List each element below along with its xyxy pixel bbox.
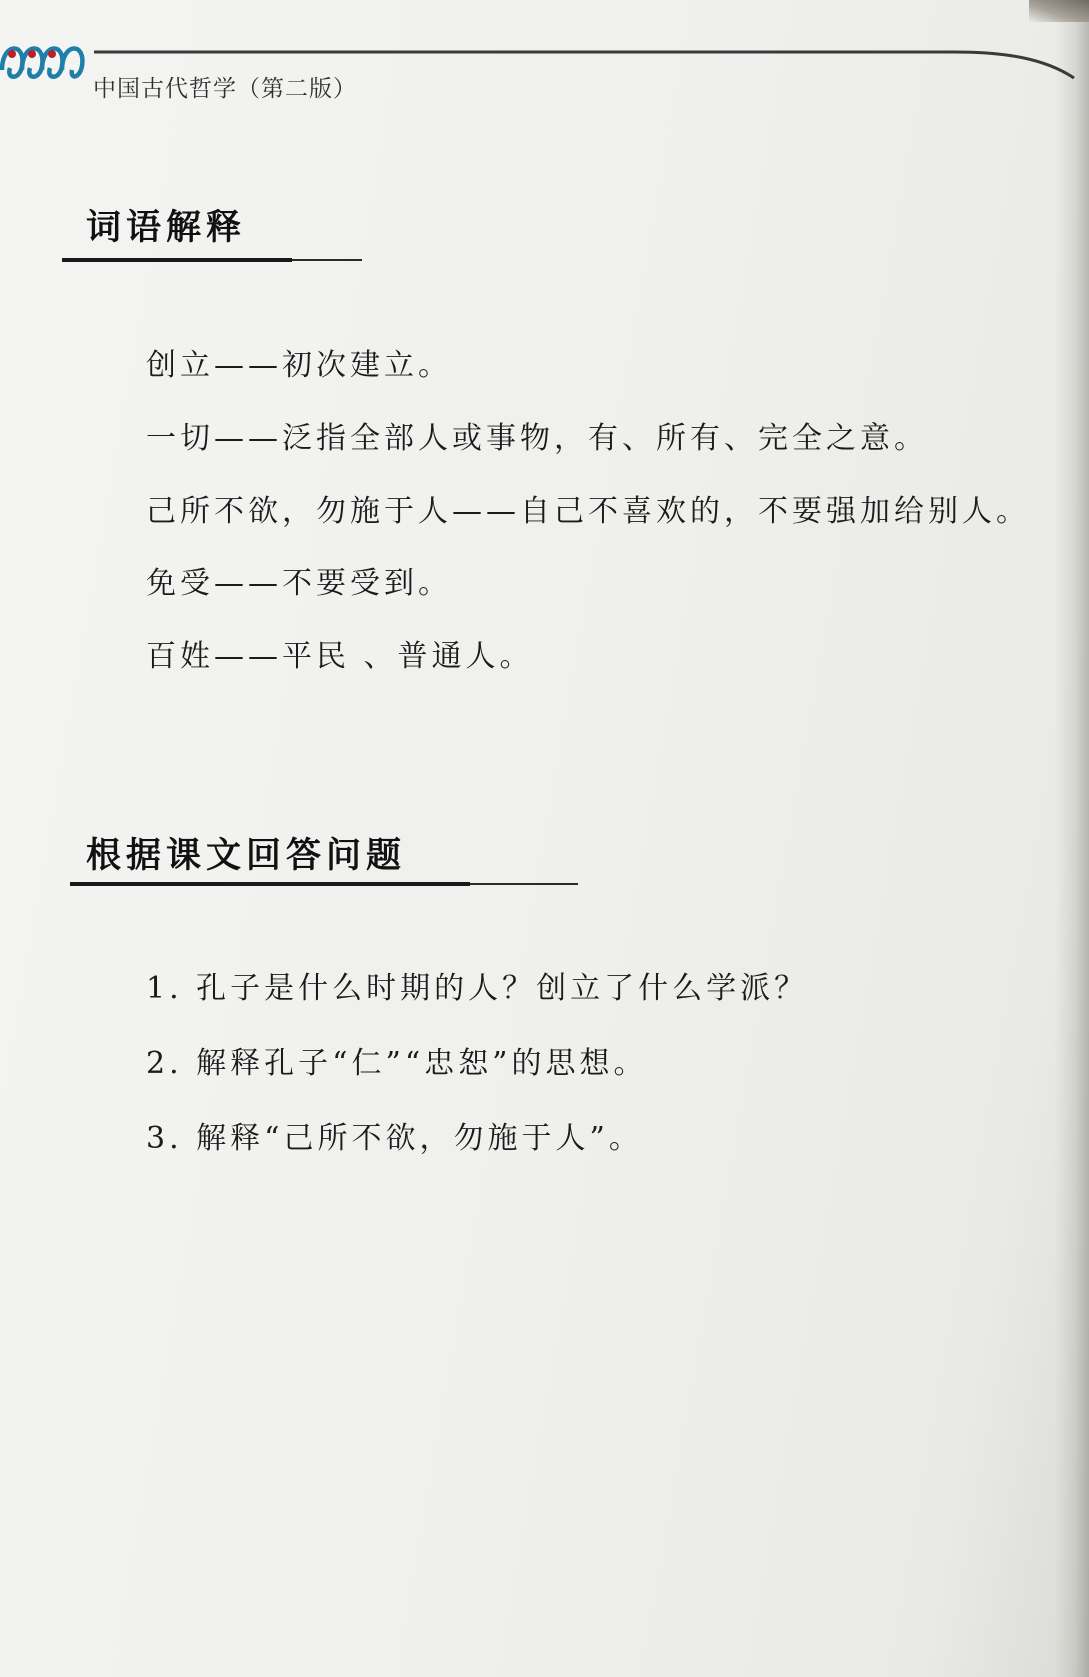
vocab-item: 免受——不要受到。 (146, 566, 452, 601)
book-title: 中国古代哲学（第二版） (93, 76, 357, 102)
section-title-questions: 根据课文回答问题 (86, 836, 407, 876)
section-underline (62, 258, 292, 262)
page-edge-shadow (1055, 0, 1089, 1677)
section-underline-tail (292, 259, 362, 261)
vocab-item: 己所不欲，勿施于人——自己不喜欢的，不要强加给别人。 (146, 494, 1030, 529)
section-underline-tail (470, 883, 578, 885)
question-item: 3. 解释“己所不欲，勿施于人”。 (146, 1121, 643, 1156)
section-underline (70, 882, 470, 886)
vocab-item: 创立——初次建立。 (146, 348, 452, 383)
interlocking-loops-icon (0, 30, 90, 92)
vocab-item: 百姓——平民 、普通人。 (146, 639, 534, 674)
vocab-item: 一切——泛指全部人或事物，有、所有、完全之意。 (146, 421, 928, 456)
section-title-vocabulary: 词语解释 (86, 208, 247, 248)
question-item: 1. 孔子是什么时期的人？创立了什么学派？ (146, 971, 809, 1006)
page-corner (1029, 0, 1089, 22)
question-item: 2. 解释孔子“仁”“忠恕”的思想。 (146, 1046, 648, 1081)
